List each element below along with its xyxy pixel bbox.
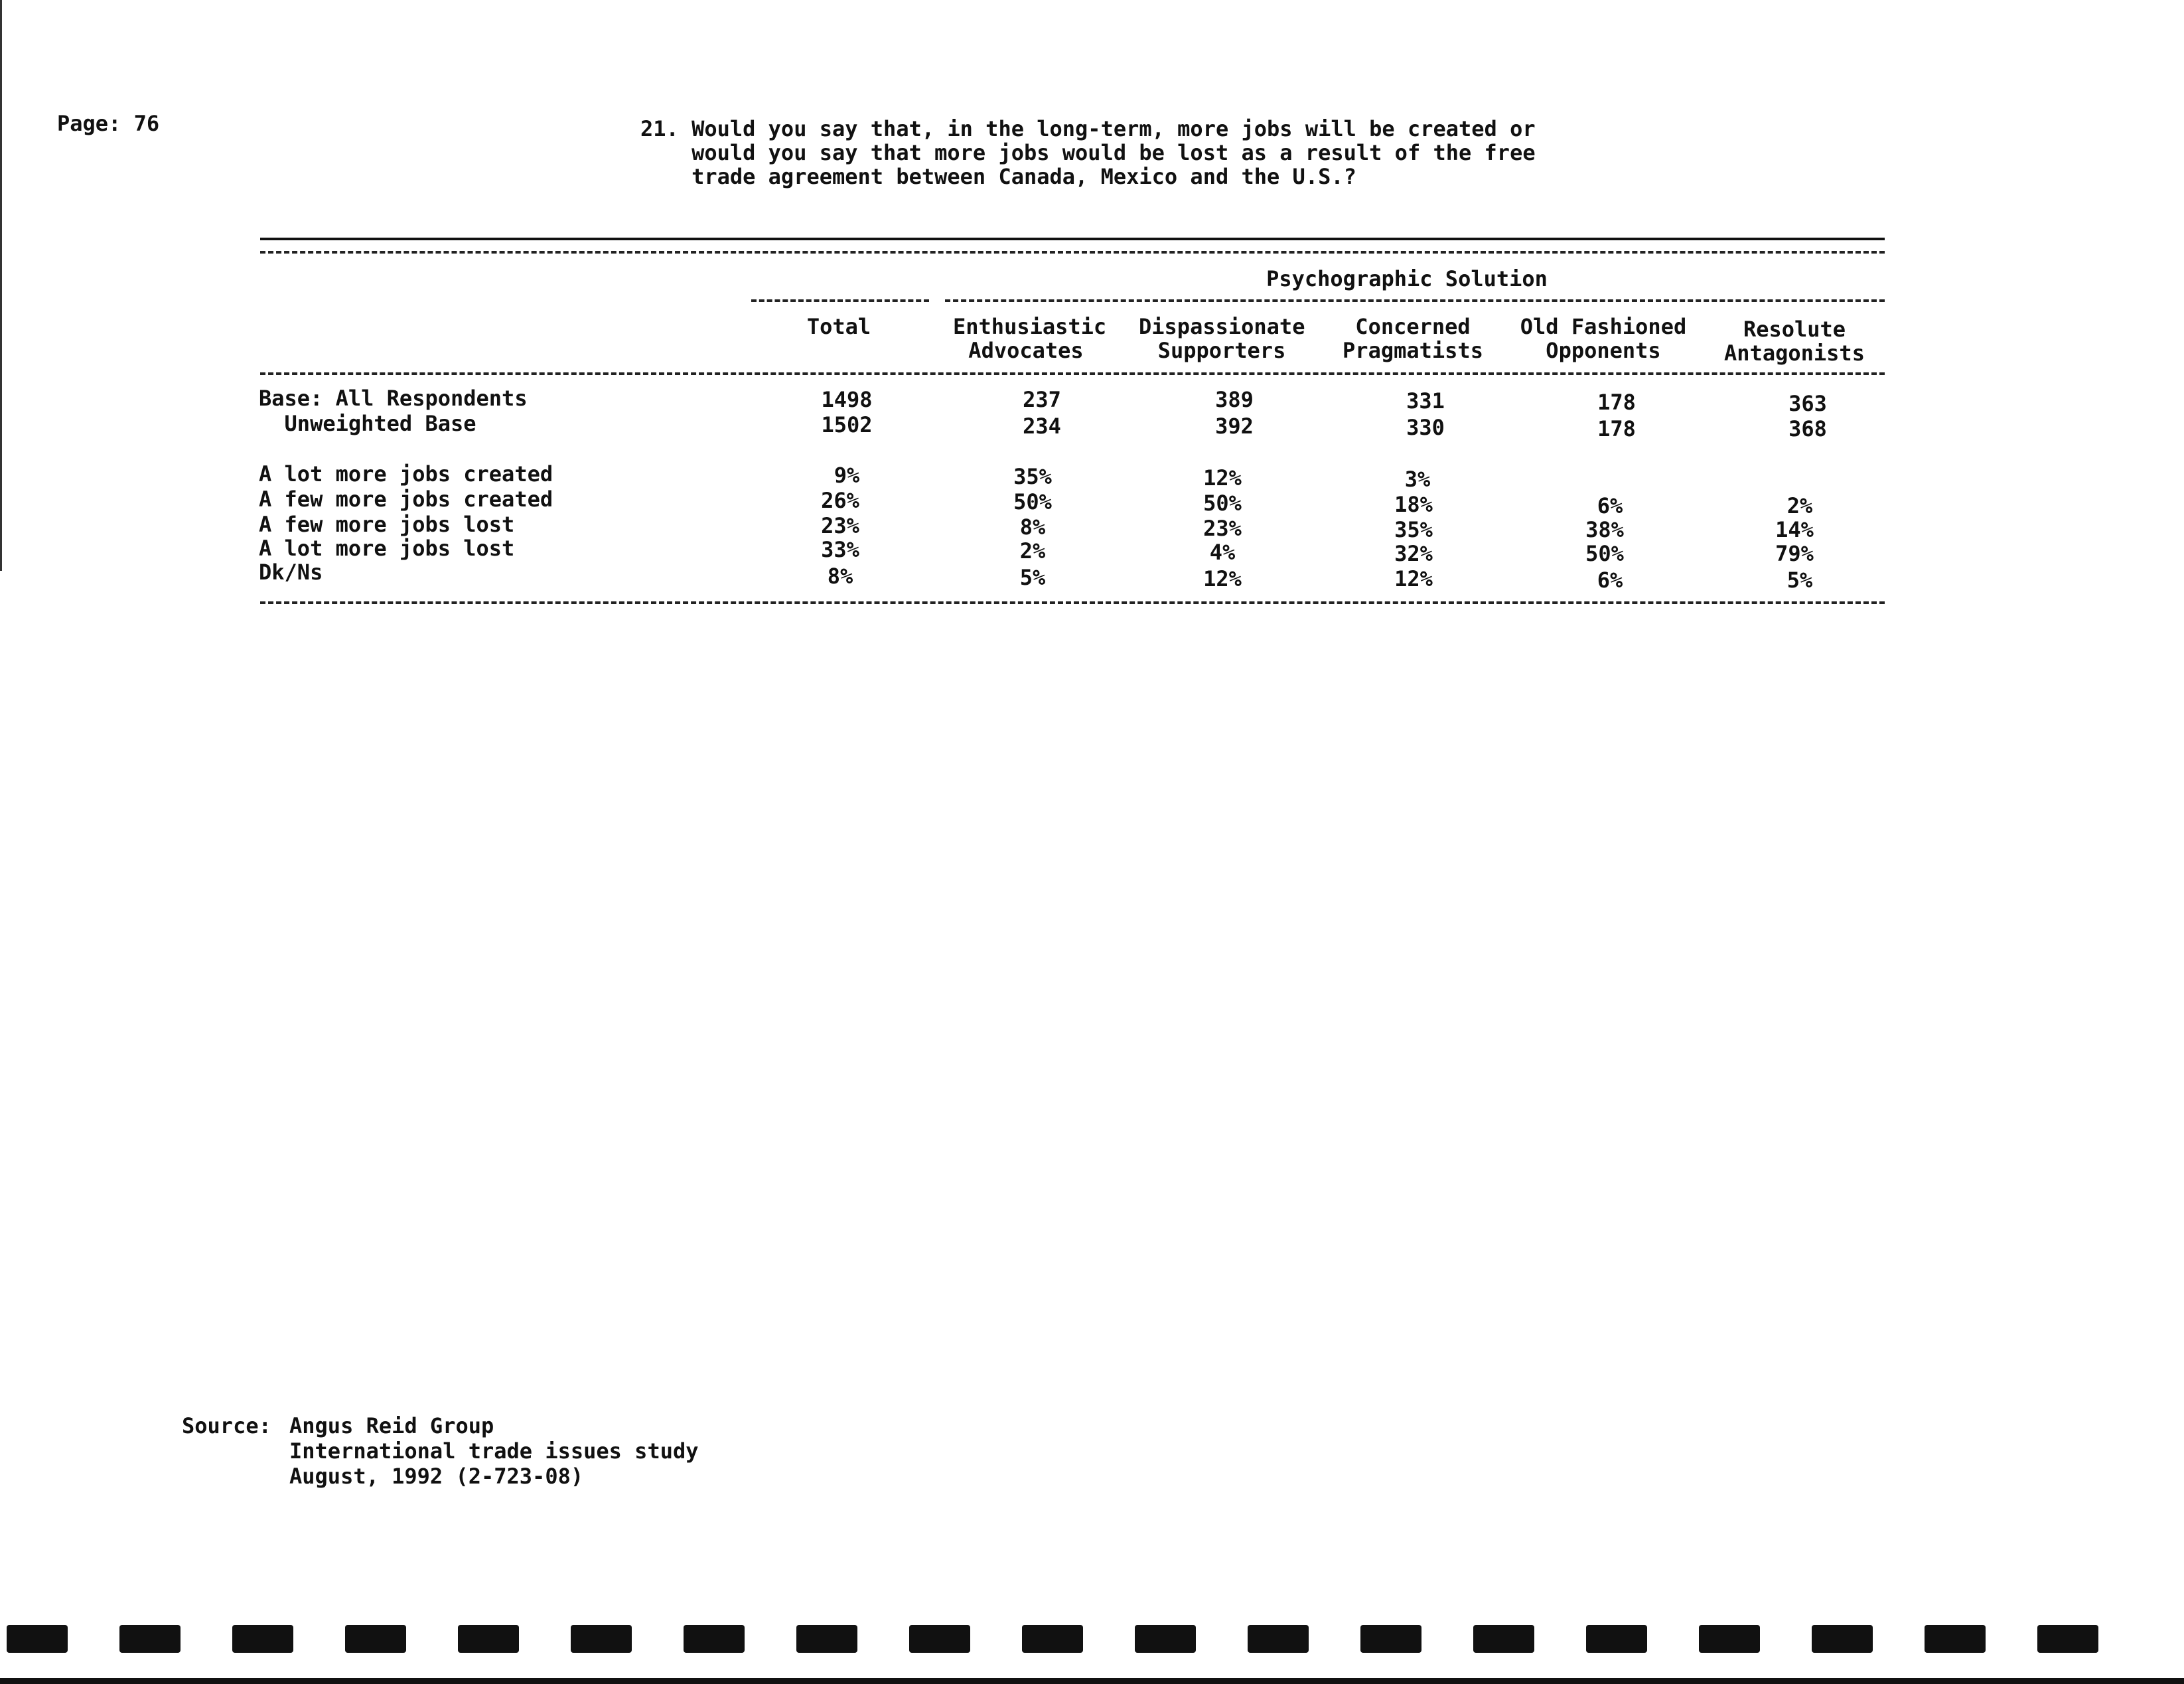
- table-bottom-rule: [260, 601, 1885, 604]
- source-line: International trade issues study: [289, 1438, 699, 1464]
- column-header-concerned-pragmatists: [1338, 315, 1488, 362]
- column-header-old-fashioned-opponents: [1517, 315, 1690, 362]
- column-header-line: Antagonists: [1724, 341, 1865, 366]
- column-header-line: Dispassionate: [1139, 314, 1305, 339]
- scan-mark: [571, 1625, 632, 1653]
- scan-mark: [1022, 1625, 1083, 1653]
- table-cell: 35%: [1013, 464, 1052, 489]
- row-label-unweighted-base: Unweighted Base: [259, 411, 476, 436]
- table-cell: 4%: [1209, 540, 1236, 565]
- scan-mark: [796, 1625, 857, 1653]
- scan-mark: [232, 1625, 293, 1653]
- table-cell: 12%: [1394, 566, 1433, 591]
- column-header-resolute-antagonists: [1716, 317, 1873, 365]
- table-cell: 26%: [821, 488, 859, 513]
- table-cell: 23%: [821, 513, 859, 538]
- table-cell: 5%: [1019, 565, 1046, 590]
- table-cell: 2%: [1019, 538, 1046, 564]
- table-cell: 6%: [1597, 493, 1623, 518]
- table-top-dashed-rule: [260, 251, 1885, 254]
- scan-mark: [909, 1625, 970, 1653]
- table-cell: 389: [1215, 387, 1254, 412]
- table-cell: 1498: [821, 387, 873, 412]
- column-header-line: Pragmatists: [1343, 338, 1483, 363]
- table-cell: 35%: [1394, 517, 1433, 542]
- table-cell: 330: [1406, 415, 1445, 440]
- table-cell: 1502: [821, 412, 873, 437]
- table-cell: 3%: [1404, 467, 1431, 492]
- table-cell: 2%: [1786, 493, 1813, 518]
- column-header-total: [772, 315, 905, 339]
- group-header-rule: [945, 299, 1885, 302]
- table-cell: 50%: [1585, 541, 1624, 566]
- source-text: [289, 1414, 699, 1488]
- table-top-rule: [260, 238, 1885, 240]
- table-cell: 32%: [1394, 541, 1433, 566]
- table-cell: 368: [1788, 416, 1827, 441]
- scan-mark: [2037, 1625, 2098, 1653]
- table-cell: 8%: [827, 564, 853, 589]
- table-cell: 8%: [1019, 514, 1046, 540]
- question-text: [640, 117, 1536, 189]
- scan-mark: [1925, 1625, 1986, 1653]
- column-header-enthusiastic-advocates: [953, 314, 1107, 363]
- table-cell: 50%: [1203, 491, 1242, 516]
- column-header-line: Supporters: [1157, 338, 1286, 363]
- table-cell: 392: [1215, 414, 1254, 439]
- table-cell: 234: [1023, 414, 1061, 439]
- source-line: Angus Reid Group: [289, 1413, 494, 1438]
- table-cell: 9%: [834, 463, 860, 488]
- row-label: A lot more jobs lost: [259, 536, 515, 561]
- table-cell: 237: [1023, 387, 1061, 412]
- table-cell: 331: [1406, 388, 1445, 414]
- question-line: would you say that more jobs would be lost as a result of the free: [640, 140, 1536, 165]
- page-bottom-edge: [0, 1678, 2184, 1684]
- question-line: trade agreement between Canada, Mexico and the U.S.?: [640, 164, 1356, 189]
- row-label-base: Base: All Respondents: [259, 386, 528, 411]
- scan-mark: [7, 1625, 68, 1653]
- scan-mark: [1812, 1625, 1873, 1653]
- page-left-edge: [0, 0, 2, 571]
- scan-mark: [1248, 1625, 1309, 1653]
- scan-mark: [1473, 1625, 1534, 1653]
- column-header-line: Total: [806, 314, 871, 339]
- table-cell: 23%: [1203, 516, 1242, 541]
- total-header-rule: [751, 299, 929, 302]
- column-header-line: Advocates: [968, 338, 1084, 363]
- row-label: A lot more jobs created: [259, 461, 553, 487]
- column-header-line: Resolute: [1743, 317, 1846, 342]
- source-label: Source:: [182, 1413, 271, 1438]
- table-cell: 50%: [1013, 489, 1052, 514]
- table-cell: 14%: [1775, 517, 1814, 542]
- scan-mark: [1586, 1625, 1647, 1653]
- page-label: Page: 76: [57, 111, 160, 136]
- scan-mark: [684, 1625, 745, 1653]
- row-label: A few more jobs lost: [259, 512, 515, 537]
- row-label: A few more jobs created: [259, 487, 553, 512]
- scan-mark: [1360, 1625, 1421, 1653]
- table-cell: 38%: [1585, 517, 1624, 542]
- table-cell: 6%: [1597, 568, 1623, 593]
- table-cell: 363: [1788, 391, 1827, 416]
- table-cell: 33%: [821, 537, 859, 562]
- column-header-line: Enthusiastic: [953, 314, 1107, 339]
- row-label: Dk/Ns: [259, 560, 323, 585]
- table-cell: 12%: [1203, 566, 1242, 591]
- table-cell: 178: [1597, 390, 1636, 415]
- table-cell: 18%: [1394, 492, 1433, 517]
- column-header-line: Old Fashioned: [1520, 314, 1687, 339]
- scan-mark: [119, 1625, 181, 1653]
- scan-mark: [458, 1625, 519, 1653]
- scan-mark: [1699, 1625, 1760, 1653]
- scan-mark: [345, 1625, 406, 1653]
- group-header: Psychographic Solution: [1266, 266, 1548, 291]
- header-bottom-rule: [260, 372, 1885, 375]
- column-header-line: Opponents: [1546, 338, 1661, 363]
- table-cell: 5%: [1786, 568, 1813, 593]
- table-cell: 79%: [1775, 541, 1814, 566]
- column-header-line: Concerned: [1355, 314, 1471, 339]
- table-cell: 178: [1597, 416, 1636, 441]
- question-line: 21. Would you say that, in the long-term, more jobs will be created or: [640, 116, 1536, 141]
- source-line: August, 1992 (2-723-08): [289, 1464, 584, 1489]
- table-cell: 12%: [1203, 465, 1242, 491]
- scan-mark: [1135, 1625, 1196, 1653]
- column-header-dispassionate-supporters: [1139, 315, 1305, 362]
